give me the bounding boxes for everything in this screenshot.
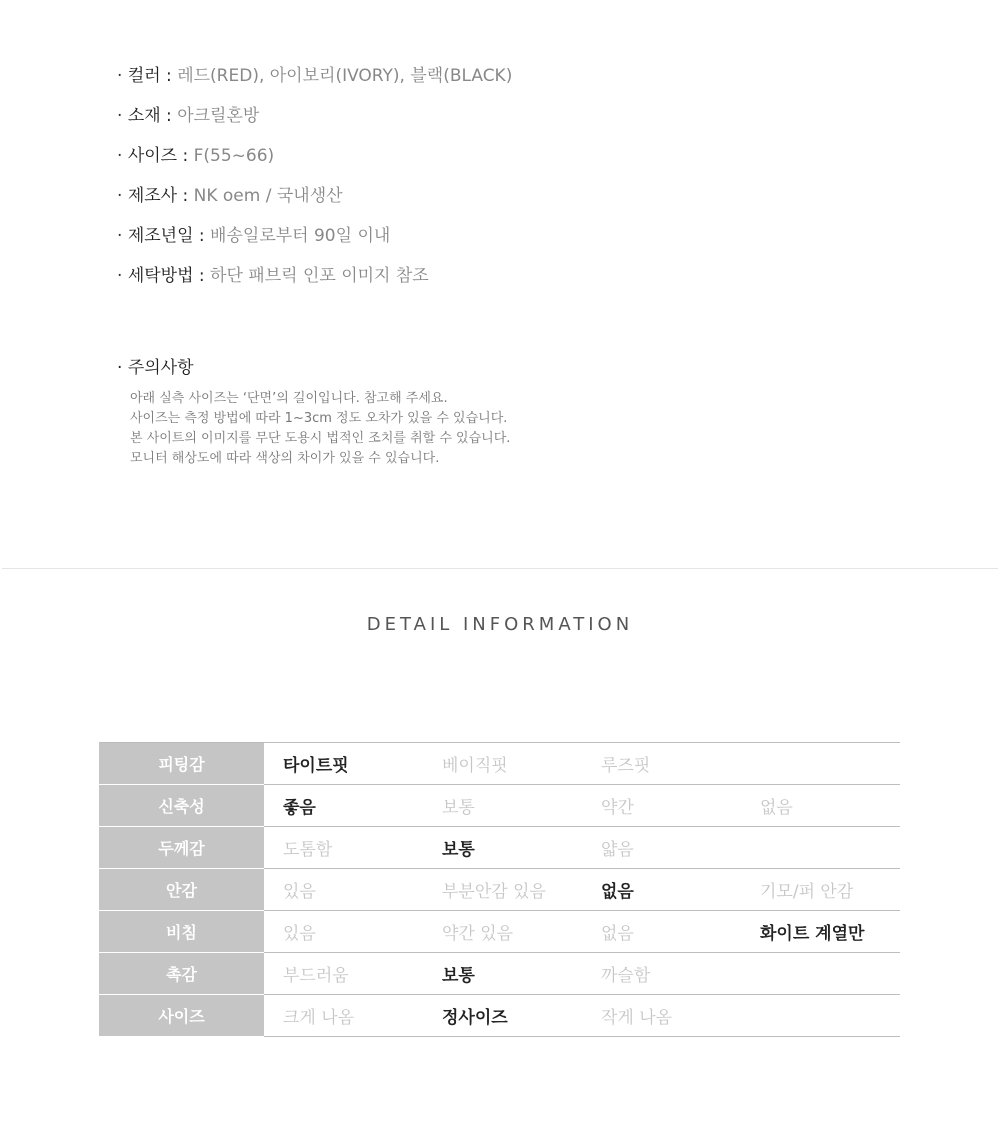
notice-title-text: 주의사항	[127, 358, 194, 378]
spec-washing	[117, 264, 512, 304]
detail-option: 보통	[442, 798, 475, 818]
notice-line: 아래 실측 사이즈는 ‘단면’의 길이입니다. 참고해 주세요.	[130, 391, 448, 406]
spec-label: 컬러 :	[127, 66, 172, 86]
bullet: ·	[117, 358, 123, 378]
notice-title	[117, 356, 510, 380]
detail-row-head: 두께감	[99, 827, 264, 869]
spec-value: 하단 패브릭 인포 이미지 참조	[210, 266, 429, 286]
spec-label: 제조년일 :	[127, 226, 205, 246]
bullet: ·	[117, 66, 123, 86]
detail-option: 도톰함	[283, 840, 333, 860]
detail-option-selected: 보통	[442, 966, 475, 986]
detail-row-head: 촉감	[99, 953, 264, 995]
detail-row-head: 사이즈	[99, 995, 264, 1037]
detail-option	[741, 995, 900, 1036]
section-divider	[2, 568, 998, 569]
detail-option: 없음	[760, 798, 793, 818]
bullet: ·	[117, 106, 123, 126]
notice-line: 본 사이트의 이미지를 무단 도용시 법적인 조치를 취할 수 있습니다.	[130, 431, 511, 446]
detail-option-selected: 좋음	[283, 798, 316, 818]
detail-option: 약간	[601, 798, 634, 818]
detail-option: 약간 있음	[442, 924, 514, 944]
bullet: ·	[117, 266, 123, 286]
spec-size	[117, 144, 512, 184]
notice-line: 모니터 해상도에 따라 색상의 차이가 있을 수 있습니다.	[130, 451, 440, 466]
notice-section	[117, 356, 510, 469]
detail-option: 있음	[283, 882, 316, 902]
spec-color	[117, 64, 512, 104]
detail-row	[99, 869, 900, 911]
bullet: ·	[117, 146, 123, 166]
spec-label: 세탁방법 :	[127, 266, 205, 286]
detail-option	[741, 743, 900, 784]
detail-row	[99, 995, 900, 1037]
notice-line: 사이즈는 측정 방법에 따라 1~3cm 정도 오차가 있을 수 있습니다.	[130, 411, 508, 426]
detail-option-selected: 보통	[442, 840, 475, 860]
detail-row	[99, 827, 900, 869]
detail-row-head: 신축성	[99, 785, 264, 827]
spec-manufacture-date	[117, 224, 512, 264]
spec-material	[117, 104, 512, 144]
detail-option: 작게 나옴	[601, 1008, 673, 1028]
spec-value: NK oem / 국내생산	[193, 186, 343, 206]
detail-option: 얇음	[601, 840, 634, 860]
detail-table	[99, 742, 900, 1037]
detail-option: 루즈핏	[601, 756, 651, 776]
detail-row-head: 피팅감	[99, 743, 264, 785]
detail-row	[99, 953, 900, 995]
spec-list	[117, 64, 512, 304]
detail-row-head: 안감	[99, 869, 264, 911]
detail-option: 기모/퍼 안감	[760, 882, 854, 902]
detail-option-selected: 타이트핏	[283, 756, 349, 776]
detail-option-selected: 없음	[601, 882, 634, 902]
spec-manufacturer	[117, 184, 512, 224]
detail-option-selected: 화이트 계열만	[760, 924, 865, 944]
spec-label: 제조사 :	[127, 186, 189, 206]
spec-value: 레드(RED), 아이보리(IVORY), 블랙(BLACK)	[177, 66, 513, 86]
spec-value: 배송일로부터 90일 이내	[210, 226, 391, 246]
detail-option: 부드러움	[283, 966, 349, 986]
detail-option-selected: 정사이즈	[442, 1008, 508, 1028]
spec-label: 사이즈 :	[127, 146, 189, 166]
detail-option: 크게 나옴	[283, 1008, 355, 1028]
section-title: DETAIL INFORMATION	[366, 614, 634, 635]
detail-row	[99, 785, 900, 827]
notice-lines	[117, 389, 510, 469]
detail-option: 있음	[283, 924, 316, 944]
detail-option	[741, 953, 900, 994]
spec-value: F(55~66)	[193, 146, 275, 166]
bullet: ·	[117, 226, 123, 246]
detail-option: 부분안감 있음	[442, 882, 546, 902]
detail-option: 베이직핏	[442, 756, 508, 776]
detail-option: 없음	[601, 924, 634, 944]
detail-option: 까슬함	[601, 966, 651, 986]
bullet: ·	[117, 186, 123, 206]
detail-option	[741, 827, 900, 868]
detail-row	[99, 743, 900, 785]
detail-row-head: 비침	[99, 911, 264, 953]
spec-label: 소재 :	[127, 106, 172, 126]
detail-row	[99, 911, 900, 953]
spec-value: 아크릴혼방	[177, 106, 260, 126]
